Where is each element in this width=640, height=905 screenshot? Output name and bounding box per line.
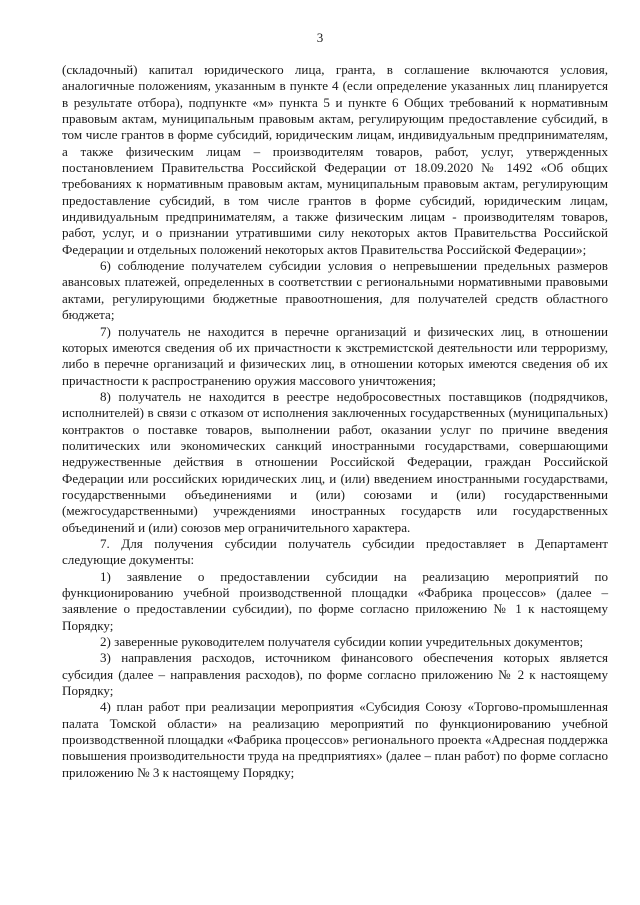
document-body xyxy=(62,62,608,781)
page-number: 3 xyxy=(316,30,324,45)
paragraph-doc-4: 4) план работ при реализации мероприятия «Субсидия Союзу «Торгово-промышленная палата Томской области» на реализацию мероприятий по функционированию учебной производственной площадки «Фабрика процессов» регионального проекта «Адресная поддержка повышения производительности труда на предприятиях» (далее – план работ) по форме согласно приложению № 3 к настоящему Порядку; xyxy=(62,699,608,780)
paragraph-item-8: 8) получатель не находится в реестре недобросовестных поставщиков (подрядчиков, исполнителей) в связи с отказом от исполнения заключенных государственных (муниципальных) контрактов о поставке товаров, выполнении работ, оказании услуг по причине введения политических или экономических санкций иностранными государствами, совершающими недружественные действия в отношении Российской Федерации, граждан Российской Федерации или российских юридических лиц, и (или) введением иностранными государствами, государственными объединениями и (или) союзами и (или) государственными (межгосударственными) учреждениями иностранных государств или государственных объединений и (или) союзов мер ограничительного характера. xyxy=(62,388,608,535)
paragraph-section-7: 7. Для получения субсидии получатель субсидии предоставляет в Департамент следующие документы: xyxy=(62,535,608,568)
paragraph-doc-2: 2) заверенные руководителем получателя субсидии копии учредительных документов; xyxy=(100,634,584,650)
paragraph-continuation: (складочный) капитал юридического лица, гранта, в соглашение включаются условия, аналогичные положениям, указанным в пункте 4 (если определение указанных лиц планируется в результате отбора), подпункте «м» пункта 5 и пункте 6 Общих требований к нормативным правовым актам, муниципальным правовым актам, регулирующим предоставление субсидий, в том числе грантов в форме субсидий, юридическим лицам, индивидуальным предпринимателям, а также физическим лицам – производителям товаров, работ, услуг, утвержденных постановлением Правительства Российской Федерации от 18.09.2020 № 1492 «Об общих требованиях к нормативным правовым актам, муниципальным правовым актам, регулирующим предоставление субсидий, в том числе грантов в форме субсидий, юридическим лицам, индивидуальным предпринимателям, а также физическим лицам - производителям товаров, работ, услуг, и о признании утратившими силу некоторых актов Правительства Российской Федерации и отдельных положений некоторых актов Правительства Российской Федерации»; xyxy=(62,62,608,257)
paragraph-doc-3: 3) направления расходов, источником финансового обеспечения которых является субсидия (далее – направления расходов), по форме согласно приложению № 2 к настоящему Порядку; xyxy=(62,650,608,699)
paragraph-item-7: 7) получатель не находится в перечне организаций и физических лиц, в отношении которых имеются сведения об их причастности к экстремистской деятельности или терроризму, либо в перечне организаций и физических лиц, в отношении которых имеются сведения об их причастности к распространению оружия массового уничтожения; xyxy=(62,323,608,388)
paragraph-doc-1: 1) заявление о предоставлении субсидии на реализацию мероприятий по функционированию учебной производственной площадки «Фабрика процессов» (далее – заявление о предоставлении субсидии), по форме согласно приложению № 1 к настоящему Порядку; xyxy=(62,568,608,633)
paragraph-item-6: 6) соблюдение получателем субсидии условия о непревышении предельных размеров авансовых платежей, определенных в соответствии с региональными нормативными правовыми актами, регулирующими бюджетные правоотношения, для получателей средств областного бюджета; xyxy=(62,258,608,323)
